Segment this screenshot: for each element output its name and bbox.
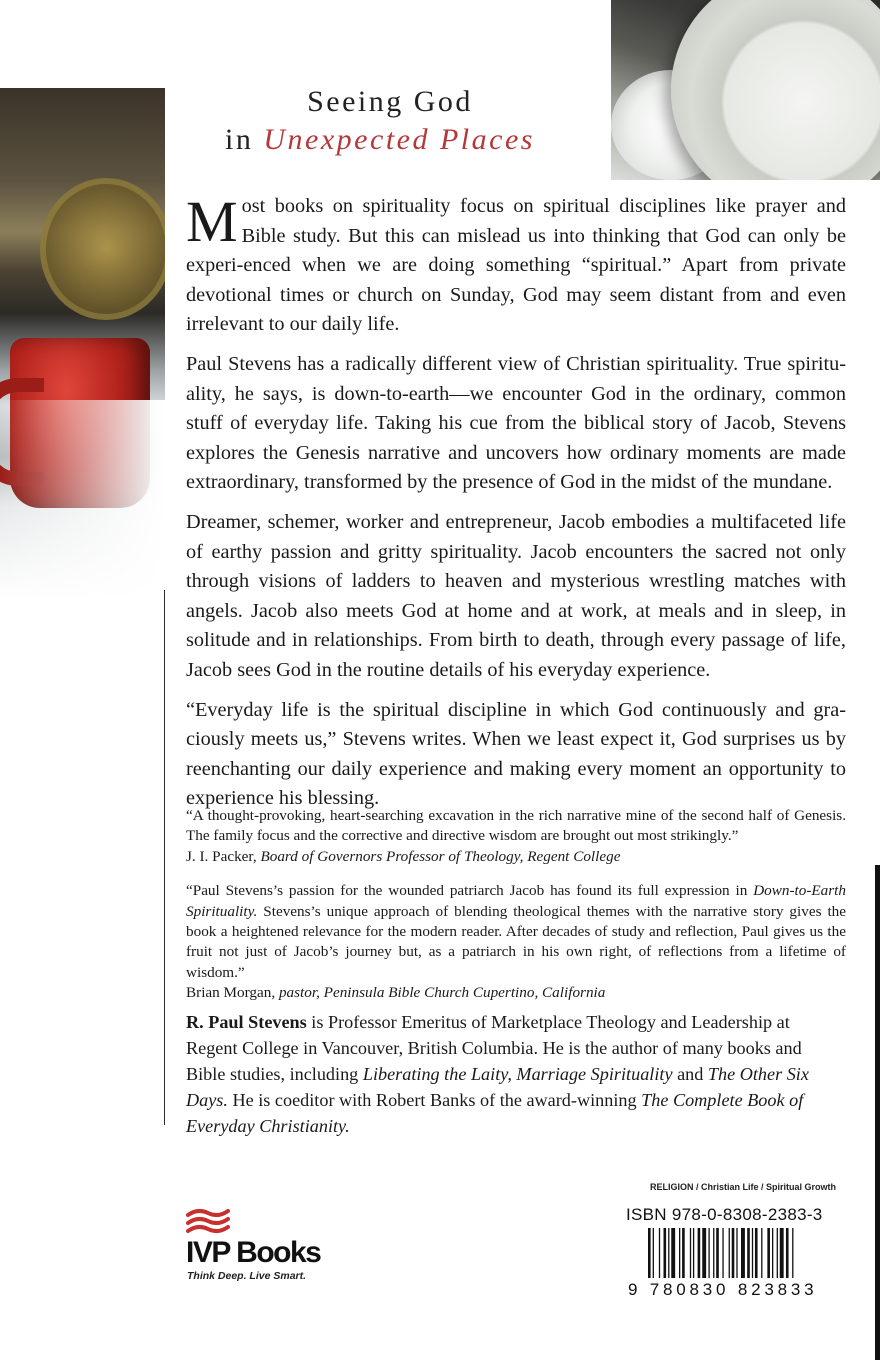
publisher-waves-icon [186,1206,230,1236]
edge-strip [875,865,880,1360]
endorsement-quote-2-post: Stevens’s unique approach of blending theological themes with the narrative story gives the book a heightened relevance for the modern reader. After decades of study and reflection, Paul gives us the fruit not just of Jacob’s journey but, as a patriarch in his own right, of reflections from a lifetime of wisdom.” [186,902,847,981]
description-paragraph-3: Dreamer, schemer, worker and entrepreneur, Jacob embodies a multifaceted life of earthy passion and gritty spirituality. Jacob encounters the sacred not only through visions of ladders to heaven and mysterious wrestling matches with angels. Jacob also meets God at home and at work, at meals and in sleep, in solitude and in relationships. From birth to death, through every passage of life, Jacob sees God in the routine details of his everyday experience. [186,510,846,681]
endorsement-quote-2 [186,881,846,983]
plate [671,0,880,180]
publisher-logo [186,1206,336,1286]
barcode-digits: 9 780830 823833 [628,1280,818,1299]
endorsement-attribution-1 [186,847,846,867]
endorsement-quote-1: “A thought-provoking, heart-searching excavation in the rich narrative mine of the second half of Genesis. The family focus and the corrective and directive wisdom are brought out most strikingly.” [186,807,846,845]
vertical-divider [164,590,165,1125]
publisher-name: IVP Books [186,1236,321,1269]
author-bio-text [186,1009,826,1139]
plate-photo-top [611,0,880,180]
endorsements [186,806,846,1018]
soap-foam [0,400,165,600]
pot-rim [40,178,165,320]
endorser-name-1: J. I. Packer, [186,847,257,865]
endorser-name-2: Brian Morgan, [186,984,276,1002]
endorsement-quote-2-pre: “Paul Stevens’s passion for the wounded patriarch Jacob has found its full expression in [186,882,748,900]
endorser-role-1: Board of Governors Professor of Theology, Regent College [260,847,621,865]
bio-and: and [677,1064,704,1084]
title-line-1: Seeing God [307,85,473,118]
description-paragraph-1: Most books on spirituality focus on spiritual disciplines like prayer and Bible study. But this can mislead us into thinking that God can only be experi-enced when we are doing something “spiritual.” Apart from private devotional times or church on Sunday, God may seem distant from and even irrelevant to our daily life. [186,189,846,336]
description-paragraph-4: “Everyday life is the spiritual discipline in which God continuously and gra-ciously meets us,” Stevens writes. When we least expect it, God surprises us by reenchanting our daily experience and making every moment an opportunity to experience his blessing. [186,698,846,810]
bio-book-1: Liberating the Laity, [362,1064,512,1084]
endorsement-attribution-2 [186,983,846,1003]
title-emphasis: Unexpected Places [263,123,535,156]
subject-category: RELIGION / Christian Life / Spiritual Growth [649,1182,836,1192]
cover-title [170,84,610,160]
bio-book-3: The Other Six Days. [186,1064,809,1110]
bio-text-2: He is coeditor with Robert Banks of the award-winning [232,1090,637,1110]
author-bio [186,1009,826,1139]
description [186,189,846,824]
author-name: R. Paul Stevens [186,1012,307,1032]
description-paragraph-2: Paul Stevens has a radically different view of Christian spirituality. True spiritu-ality, he says, is down-to-earth—we encounter God in the ordinary, common stuff of everyday life. Taking his cue from the biblical story of Jacob, Stevens explores the Genesis narrative and uncovers how ordinary moments are made extraordinary, transformed by the presence of God in the midst of the mundane. [186,352,846,494]
title-line-2 [150,120,610,160]
endorsement-quote-2-title: Down-to-Earth Spirituality. [186,882,846,920]
isbn: ISBN 978-0-8308-2383-3 [626,1205,823,1224]
publisher-tagline: Think Deep. Live Smart. [187,1270,307,1282]
sink-photo-left [0,88,165,600]
endorser-role-2: pastor, Peninsula Bible Church Cupertino, California [278,984,606,1002]
bio-text-1: is Professor Emeritus of Marketplace Theology and Leadership at Regent College in Vancouver, British Columbia. He is the author of many books and Bible studies, including [186,1012,802,1084]
bio-book-2: Marriage Spirituality [516,1064,673,1084]
title-prefix: in [225,123,254,156]
bio-book-4: The Complete Book of Everyday Christianity. [186,1090,804,1136]
